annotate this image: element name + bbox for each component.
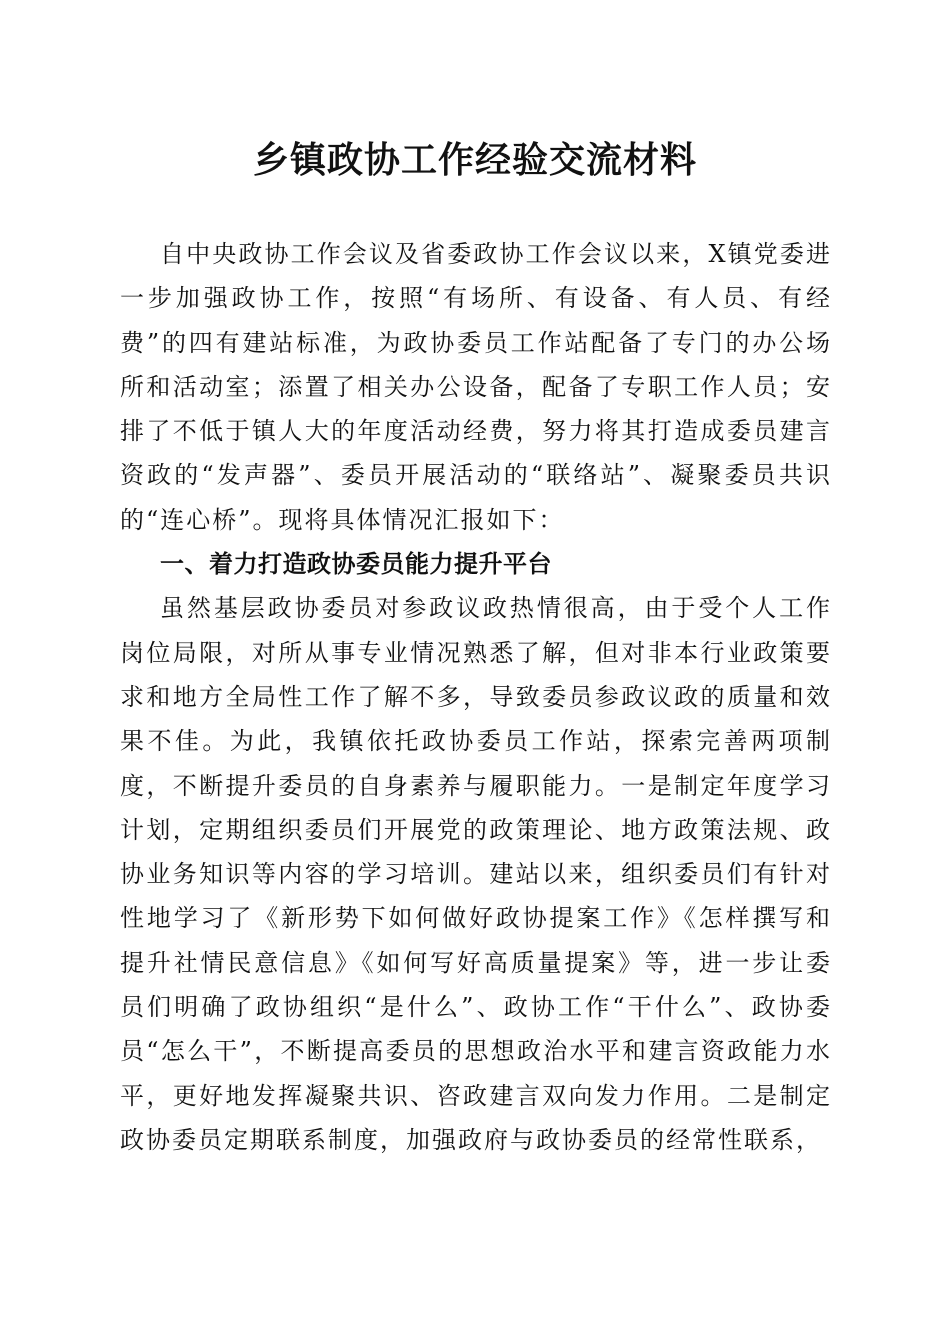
document-body (120, 232, 832, 1162)
section-heading: 一、着力打造政协委员能力提升平台 (160, 550, 552, 579)
document-title: 乡镇政协工作经验交流材料 (252, 139, 697, 181)
section-paragraph: 虽然基层政协委员对参政议政热情很高，由于受个人工作岗位局限，对所从事专业情况熟悉了解，但对非本行业政策要求和地方全局性工作了解不多，导致委员参政议政的质量和效果不佳。为此，我镇依托政协委员工作站，探索完善两项制度，不断提升委员的自身素养与履职能力。一是制定年度学习计划，定期组织委员们开展党的政策理论、地方政策法规、政协业务知识等内容的学习培训。建站以来，组织委员们有针对性地学习了《新形势下如何做好政协提案工作》《怎样撰写和提升社情民意信息》《如何写好高质量提案》等，进一步让委员们明确了政协组织“是什么”、政协工作“干什么”、政协委员“怎么干”，不断提高委员的思想政治水平和建言资政能力水平，更好地发挥凝聚共识、咨政建言双向发力作用。二是制定政协委员定期联系制度，加强政府与政协委员的经常性联系， (120, 594, 832, 1154)
intro-paragraph: 自中央政协工作会议及省委政协工作会议以来，X镇党委进一步加强政协工作，按照“有场所、有设备、有人员、有经费”的四有建站标准，为政协委员工作站配备了专门的办公场所和活动室；添置了相关办公设备，配备了专职工作人员；安排了不低于镇人大的年度活动经费，努力将其打造成委员建言资政的“发声器”、委员开展活动的“联络站”、凝聚委员共识的“连心桥”。现将具体情况汇报如下： (120, 240, 832, 534)
